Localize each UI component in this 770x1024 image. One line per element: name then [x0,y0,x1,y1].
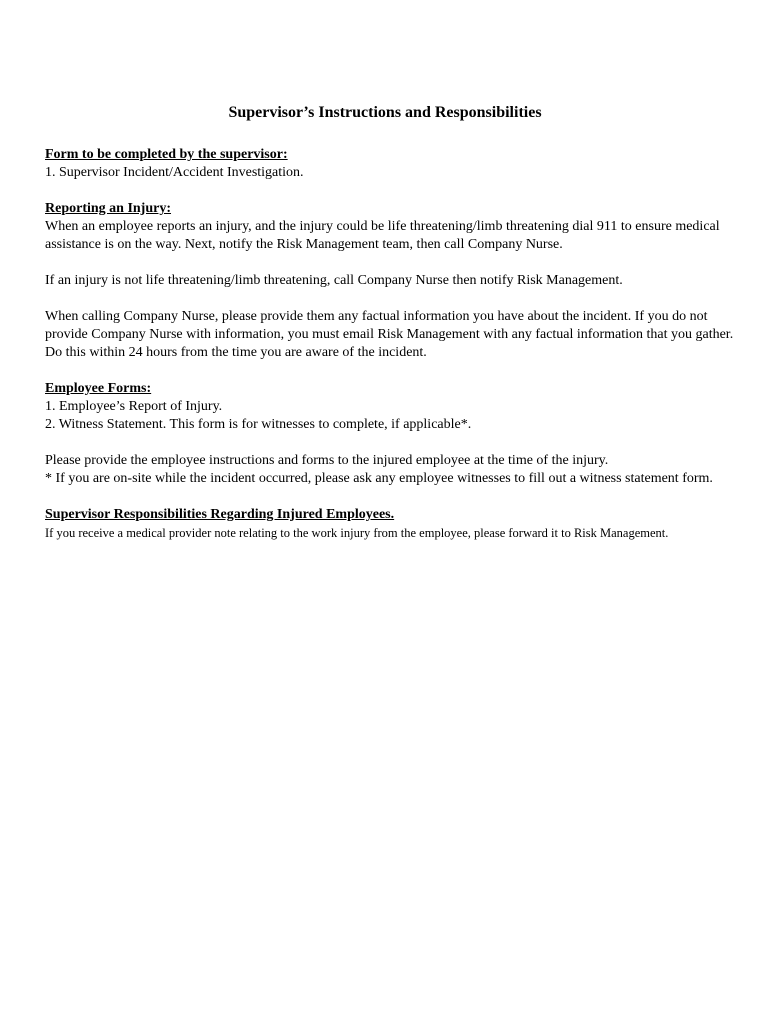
document-body [45,146,745,560]
paragraph: When calling Company Nurse, please provide them any factual information you have about the incident. If you do not provide Company Nurse with information, you must email Risk Management with any factual information that you gather. Do this within 24 hours from the time you are aware of the incident. [45,309,734,360]
paragraph: Please provide the employee instructions and forms to the injured employee at the time of the injury. [45,453,609,468]
paragraph: If an injury is not life threatening/limb threatening, call Company Nurse then notify Risk Management. [45,273,623,288]
section-employee-forms [45,380,745,488]
list-item: 1. Supervisor Incident/Accident Investigation. [45,165,304,180]
paragraph: * If you are on-site while the incident occurred, please ask any employee witnesses to fill out a witness statement form. [45,471,713,486]
page-title: Supervisor’s Instructions and Responsibilities [228,104,542,121]
paragraph: When an employee reports an injury, and the injury could be life threatening/limb threatening dial 911 to ensure medical assistance is on the way. Next, notify the Risk Management team, then call Company Nurse. [45,219,720,252]
section-heading: Supervisor Responsibilities Regarding Injured Employees. [45,507,395,522]
section-supervisor-form [45,146,745,182]
section-supervisor-responsibilities [45,506,745,542]
paragraph: If you receive a medical provider note relating to the work injury from the employee, please forward it to Risk Management. [45,526,669,540]
section-heading: Form to be completed by the supervisor: [45,147,288,162]
list-item: 2. Witness Statement. This form is for witnesses to complete, if applicable*. [45,417,472,432]
section-heading: Employee Forms: [45,381,152,396]
section-heading: Reporting an Injury: [45,201,172,216]
section-reporting-injury [45,200,745,362]
list-item: 1. Employee’s Report of Injury. [45,399,223,414]
